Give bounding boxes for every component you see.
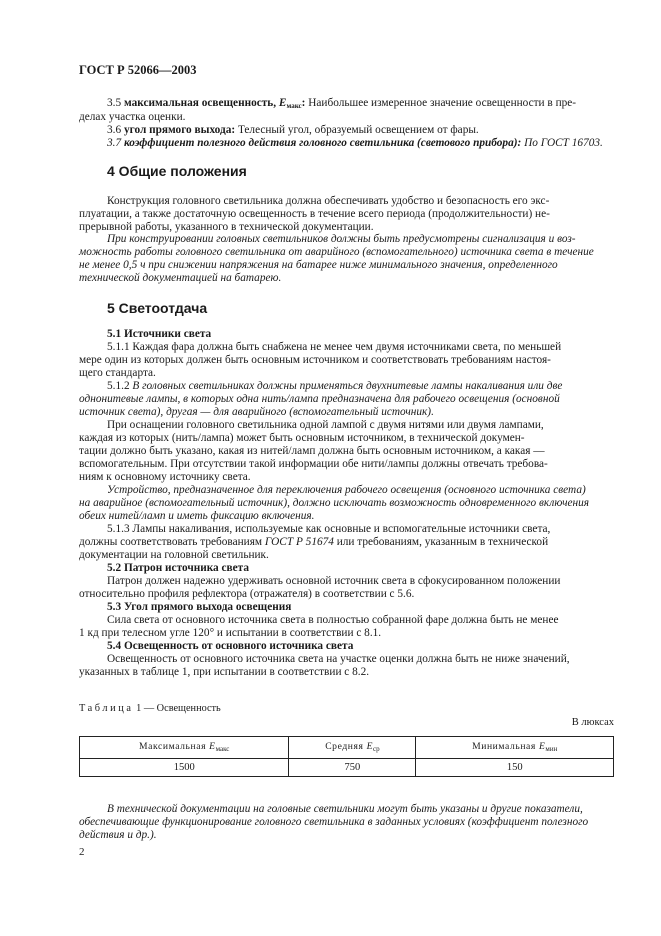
p513a-line: вспомогательным. При отсутствии такой информации обе нити/лампы должны отвечать требова- [79,458,548,470]
definition-3-6: 3.6 угол прямого выхода: Телесный угол, образуемый освещением от фары. [107,124,479,136]
p512-line: 5.1.2 В головных светильниках должны применяться двухнитевые лампы накаливания или две [107,380,563,392]
s4-p2-line: можность работы головного светильника от аварийного (вспомогательного) источника света в течение [79,246,594,258]
subsection-5-3-heading: 5.3 Угол прямого выхода освещения [107,601,292,613]
p513a-line: ниям к основному источнику света. [79,471,251,483]
subsection-5-1-heading: 5.1 Источники света [107,328,212,340]
p54-line: указанных в таблице 1, при испытании в соответствии с 8.2. [79,666,370,678]
p513-line: 5.1.3 Лампы накаливания, используемые как основные и вспомогательные источники света, [107,523,551,535]
definition-3-7: 3.7 коэффициент полезного действия головного светильника (светового прибора): По ГОСТ 16703. [107,137,603,149]
section-4-heading: 4 Общие положения [107,163,247,179]
p53-line: Сила света от основного источника света в полностью собранной фаре должна быть не менее [107,614,559,626]
s4-p2-line: технической документацией на батарею. [79,272,282,284]
p54-line: Освещенность от основного источника света на участке оценки должна быть не ниже значений, [107,653,570,665]
table-cell: 150 [416,759,614,777]
note-line: обеспечивающие функционирование головного светильника в заданных условиях (коэффициент полезного [79,816,589,828]
p52-line: Патрон должен надежно удерживать основной источник света в сфокусированном положении [107,575,561,587]
illuminance-table [79,736,614,777]
table-units: В люксах [571,717,614,728]
p513-line: документации на головной светильник. [79,549,269,561]
table-header-max: Максимальная $E_{макс}$ [80,737,289,759]
page-number: 2 [79,846,85,858]
table-cell: 1500 [80,759,289,777]
p52-line: относительно профиля рефлектора (отражателя) в соответствии с 5.6. [79,588,415,600]
p53-line: 1 кд при телесном угле 120° и испытании в соответствии с 8.1. [79,627,382,639]
s4-p2-line: При конструировании головных светильников должны быть предусмотрены сигнализация и воз- [107,233,576,245]
section-5-heading: 5 Светоотдача [107,300,208,316]
p513a-line: каждая из которых (нить/лампа) может быть основным источником, в технической докумен- [79,432,525,444]
subsection-5-2-heading: 5.2 Патрон источника света [107,562,249,574]
definition-3-5-line-1: 3.5 максимальная освещенность, $E_{макс}$: Наибольшее измеренное значение освещенности в пре- [107,97,577,110]
p513b-line: Устройство, предназначенное для переключения рабочего освещения (основного источника света) [107,484,586,496]
p511-line: 5.1.1 Каждая фара должна быть снабжена не менее чем двумя источниками света, по меньшей [107,341,562,353]
table-header-avg: Средняя $E_{ср}$ [289,737,416,759]
p513b-line: на аварийное (вспомогательный источник), должно исключать возможность одновременного включения [79,497,590,509]
p513-line: должны соответствовать требованиям ГОСТ Р 51674 или требованиям, указанным в технической [79,536,549,548]
p512-line: однонитевые лампы, в которых одна нить/лампа предназначена для рабочего освещения (основной [79,393,560,405]
document-header: ГОСТ Р 52066—2003 [79,63,197,77]
s4-p1-line: плуатации, а также достаточную освещенность в течение всего периода (продолжительности) не- [79,208,550,220]
p511-line: мере один из которых должен быть основным источником и соответствовать требованиям настоя- [79,354,551,366]
subsection-5-4-heading: 5.4 Освещенность от основного источника света [107,640,354,652]
s4-p1-line: Конструкция головного светильника должна обеспечивать удобство и безопасность его экс- [107,195,550,207]
p511-line: щего стандарта. [79,367,156,379]
table-header-min: Минимальная $E_{мин}$ [416,737,614,759]
note-line: В технической документации на головные светильники могут быть указаны и другие показатели, [107,803,583,815]
note-line: действия и др.). [79,829,157,841]
p512-line: источник света), другая — для аварийного (вспомогательный источник). [79,406,434,418]
table-cell: 750 [289,759,416,777]
p513a-line: При оснащении головного светильника одной лампой с двумя нитями или двумя лампами, [107,419,544,431]
p513b-line: обеих нитей/ламп и иметь фиксацию включения. [79,510,315,522]
s4-p2-line: не менее 0,5 ч при снижении напряжения на батарее ниже минимального значения, определенного [79,259,558,271]
definition-3-5-line-2: делах участка оценки. [79,111,186,123]
table-row [80,759,614,777]
s4-p1-line: прерывной работы, указанного в технической документации. [79,221,374,233]
table-caption: Таблица 1 — Освещенность [79,703,221,714]
p513a-line: тации должно быть указано, какая из нитей/ламп должна быть основным источником, а какая — [79,445,545,457]
